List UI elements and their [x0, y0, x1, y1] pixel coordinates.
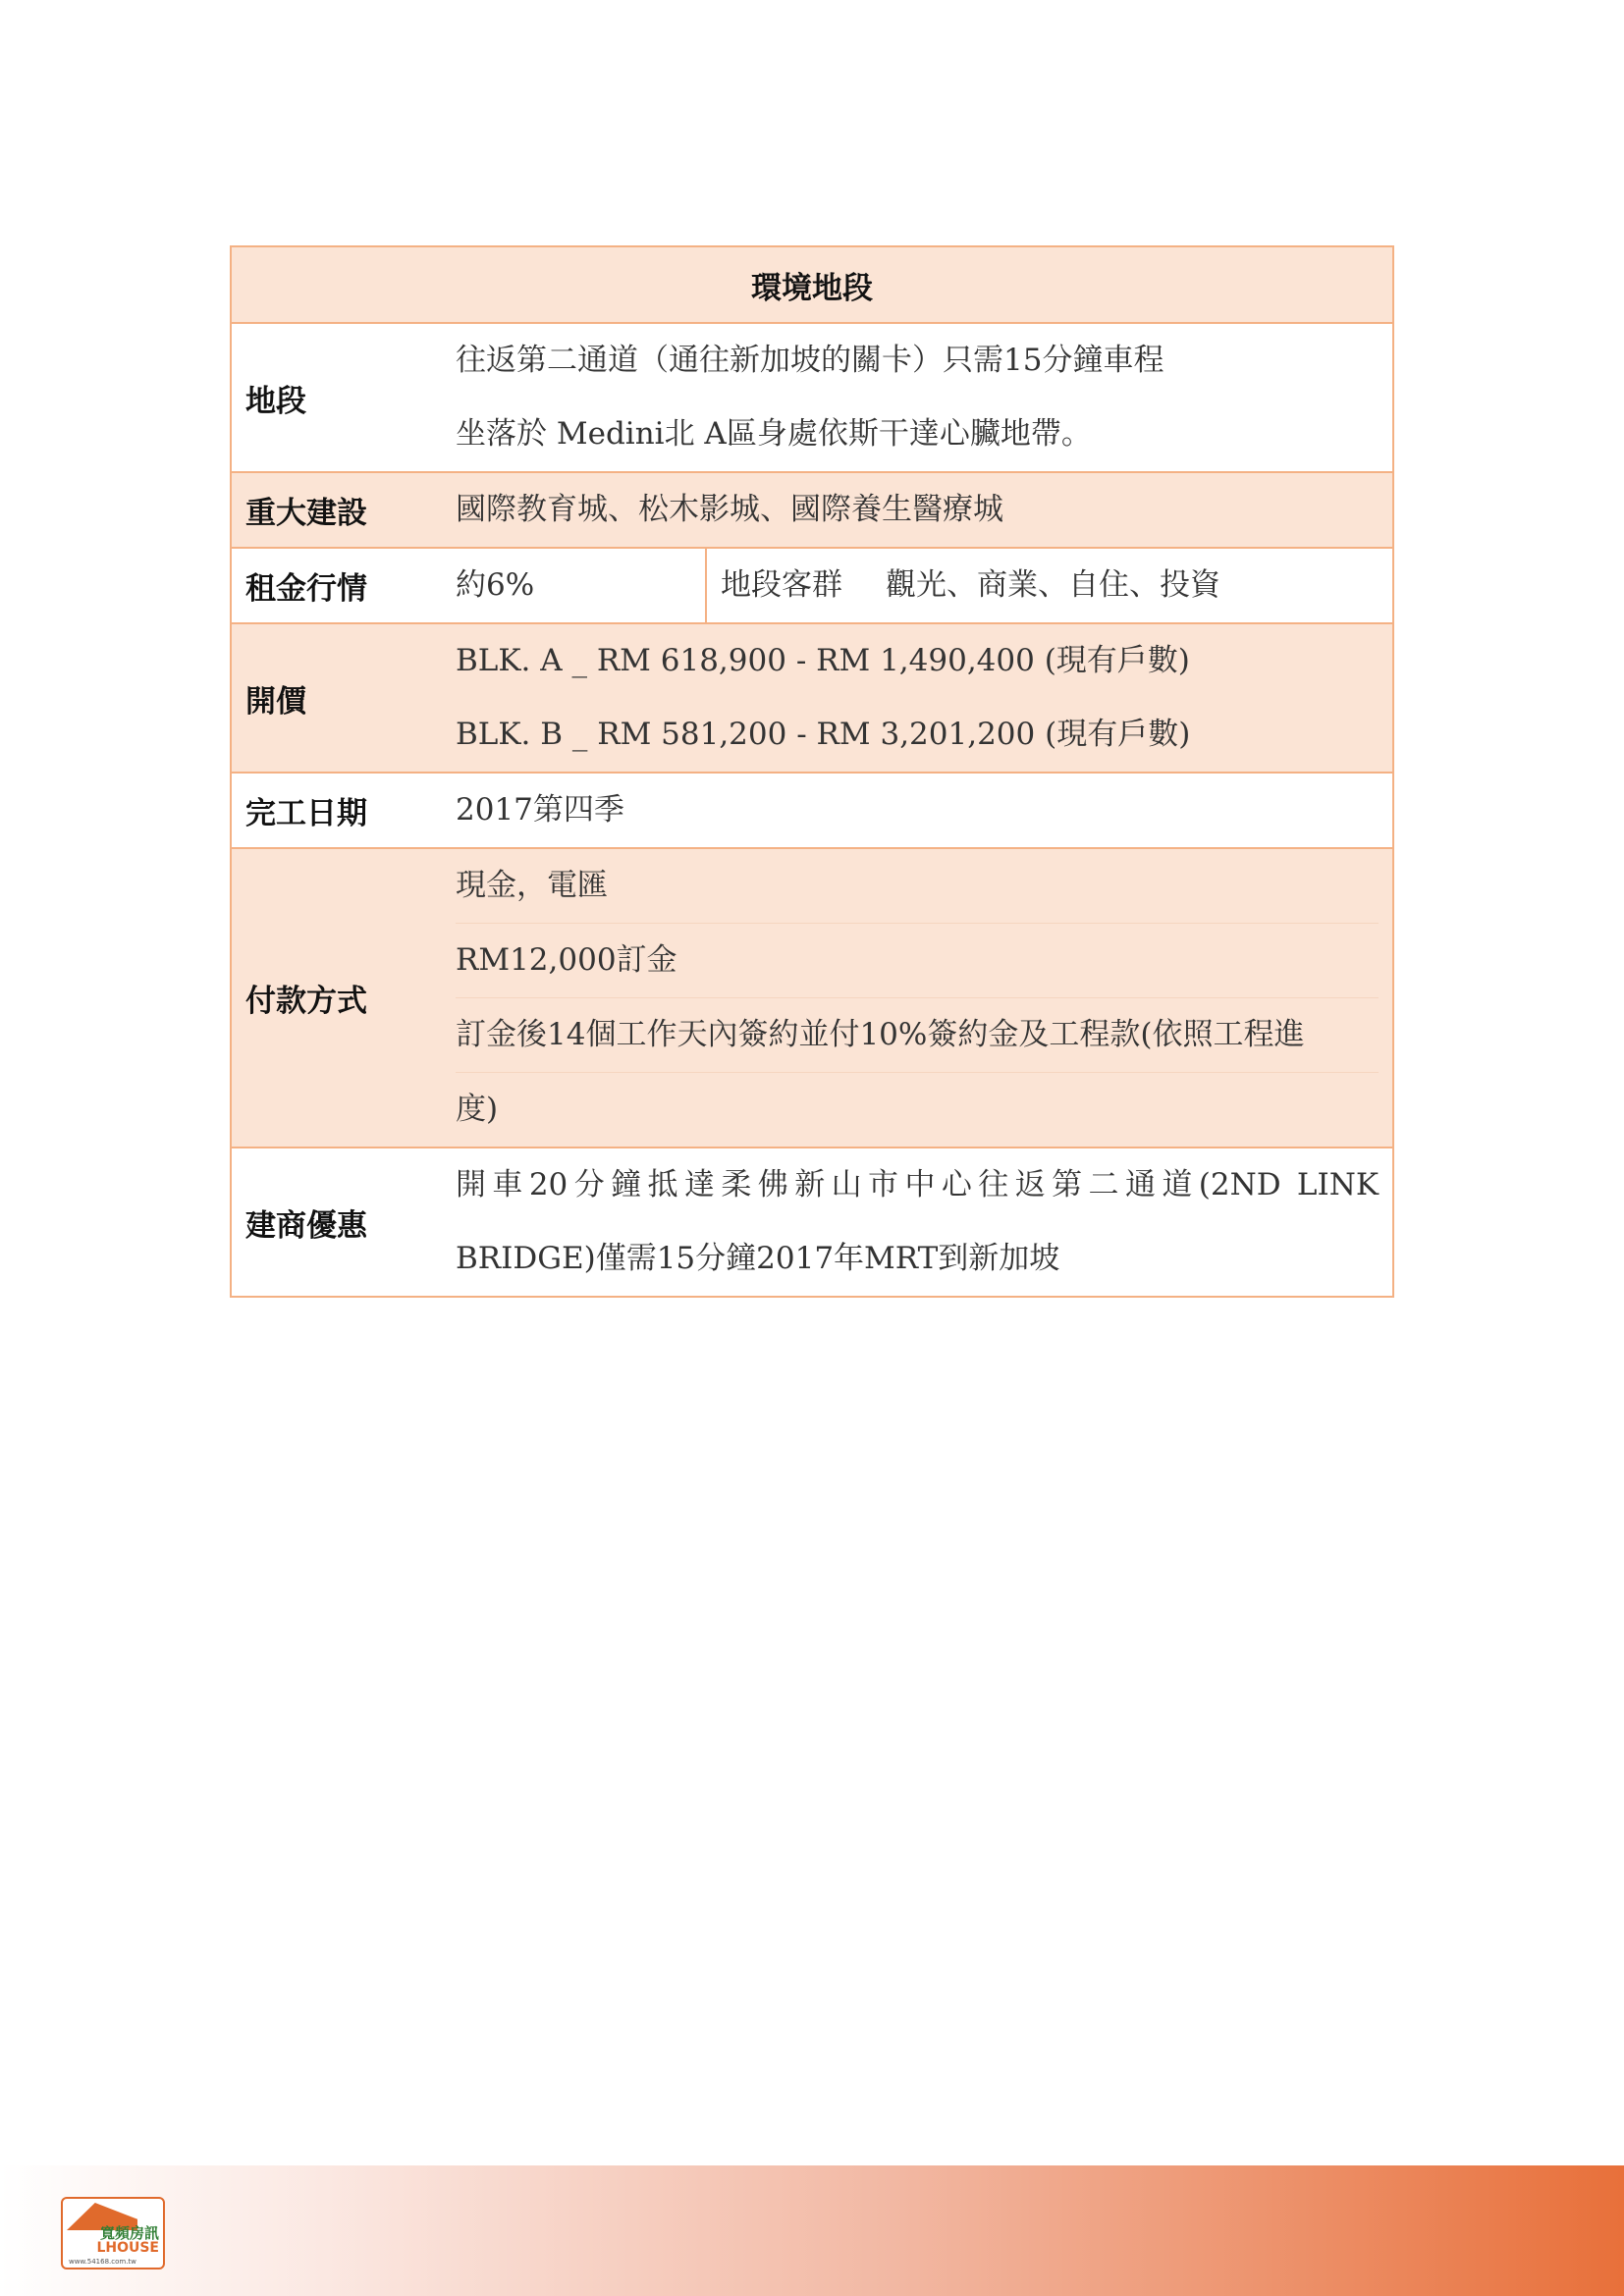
customer-line [721, 549, 1392, 622]
offer-line-2: BRIDGE)僅需15分鐘2017年MRT到新加坡 [456, 1241, 1060, 1276]
logo-text-en: LHOUSE [96, 2240, 159, 2256]
row-rent [232, 547, 1392, 622]
payment-line-3: 訂金後14個工作天內簽約並付10%簽約金及工程款(依照工程進 [456, 997, 1379, 1072]
table-header-row [232, 247, 1392, 322]
rent-split [446, 549, 1392, 622]
customer-value: 觀光、商業、自住、投資 [886, 567, 1220, 603]
location-line-2: 坐落於 Medini北 A區身處依斯干達心臟地帶。 [456, 416, 1092, 452]
location-line-1: 往返第二通道（通往新加坡的關卡）只需15分鐘車程 [456, 343, 1164, 378]
price-value [446, 624, 1392, 772]
offer-line-1: 開車20分鐘抵達柔佛新山市中心往返第二通道(2ND LINK [456, 1167, 1379, 1202]
row-completion [232, 772, 1392, 847]
logo-text-cn: 寬頻房訊 [99, 2224, 159, 2242]
location-label: 地段 [245, 383, 306, 419]
row-location [232, 322, 1392, 471]
property-info-table [230, 245, 1394, 1298]
facilities-value-cell [446, 473, 1392, 547]
completion-value: 2017第四季 [456, 792, 624, 828]
price-line-b: BLK. B _ RM 581,200 - RM 3,201,200 (現有戶數) [456, 717, 1191, 752]
logo-url: www.54168.com.tw [69, 2258, 136, 2266]
payment-label: 付款方式 [245, 984, 367, 1019]
row-price [232, 622, 1392, 772]
customer-cell [707, 549, 1392, 622]
customer-label: 地段客群 [721, 567, 842, 603]
price-label: 開價 [245, 683, 306, 720]
row-offer [232, 1147, 1392, 1296]
completion-value-cell [446, 774, 1392, 847]
facilities-value: 國際教育城、松木影城、國際養生醫療城 [456, 492, 1003, 527]
rent-value-cell [446, 549, 707, 622]
table-title: 環境地段 [751, 270, 873, 306]
offer-value [446, 1148, 1392, 1296]
footer-gradient-bar [0, 2165, 1624, 2296]
payment-line-2: RM12,000訂金 [456, 923, 1379, 997]
payment-value [446, 849, 1392, 1147]
payment-line-1: 現金，電匯 [456, 868, 608, 903]
location-value [446, 324, 1392, 471]
payment-line-4: 度) [456, 1072, 1379, 1147]
row-facilities [232, 471, 1392, 547]
completion-label: 完工日期 [245, 796, 367, 831]
offer-label: 建商優惠 [245, 1207, 367, 1244]
facilities-label: 重大建設 [245, 496, 367, 531]
price-line-a: BLK. A _ RM 618,900 - RM 1,490,400 (現有戶數) [456, 643, 1190, 678]
rent-value: 約6% [456, 567, 535, 603]
rent-label: 租金行情 [245, 571, 367, 607]
row-payment [232, 847, 1392, 1147]
lhouse-logo [61, 2197, 165, 2269]
